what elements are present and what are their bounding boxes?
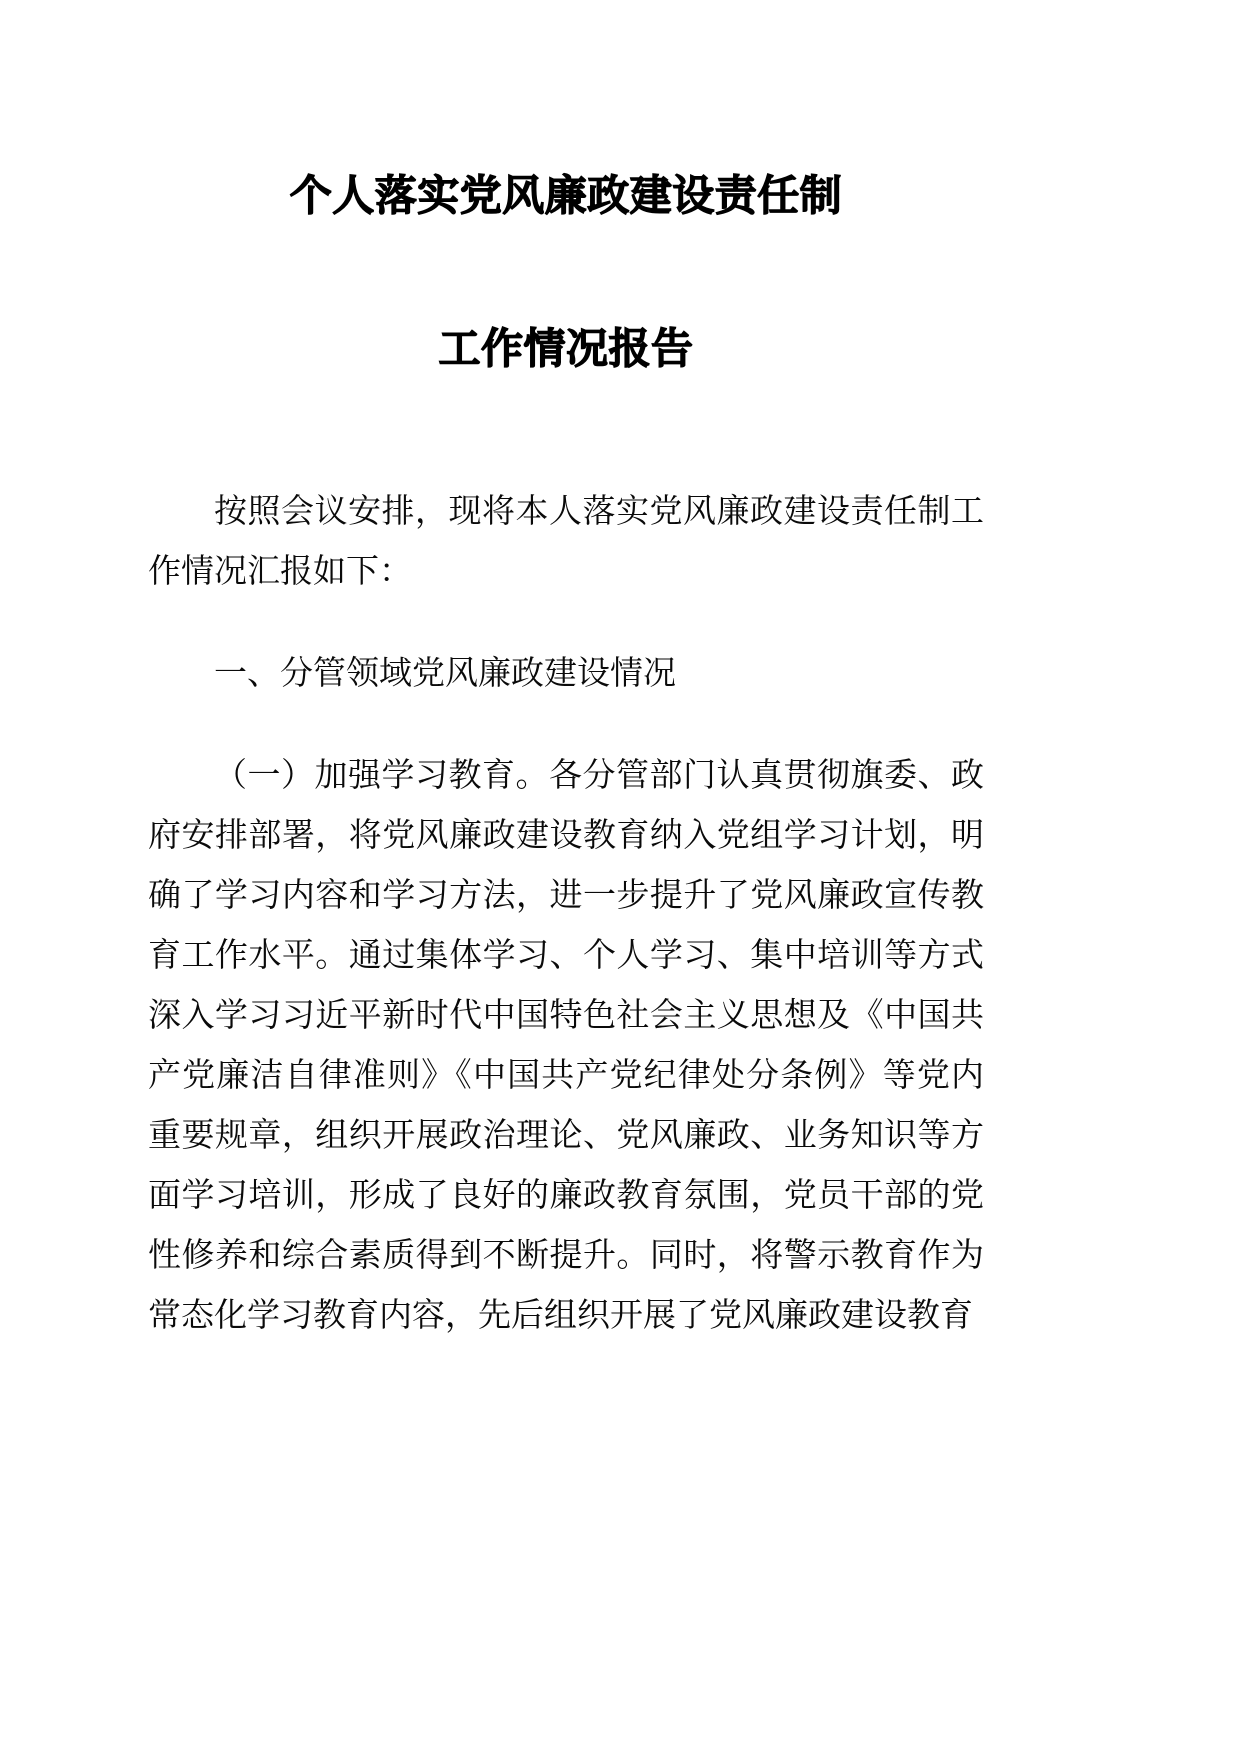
section-heading-1: 一、分管领域党风廉政建设情况: [214, 654, 676, 691]
subsection-1-paragraph: （一）加强学习教育。各分管部门认真贯彻旗委、政府安排部署，将党风廉政建设教育纳入党组学习计划，明确了学习内容和学习方法，进一步提升了党风廉政宣传教育工作水平。通过集体学习、个人学习、集中培训等方式深入学习习近平新时代中国特色社会主义思想及《中国共产党廉洁自律准则》《中国共产党纪律处分条例》等党内重要规章，组织开展政治理论、党风廉政、业务知识等方面学习培训，形成了良好的廉政教育氛围，党员干部的党性修养和综合素质得到不断提升。同时，将警示教育作为常态化学习教育内容，先后组织开展了党风廉政建设教育: [148, 756, 984, 1333]
page-content: [148, 0, 984, 1378]
document-title-line-1: 个人落实党风廉政建设责任制: [289, 172, 843, 219]
intro-paragraph: 按照会议安排，现将本人落实党风廉政建设责任制工作情况汇报如下：: [148, 492, 984, 589]
document-title-line-2: 工作情况报告: [438, 325, 694, 372]
